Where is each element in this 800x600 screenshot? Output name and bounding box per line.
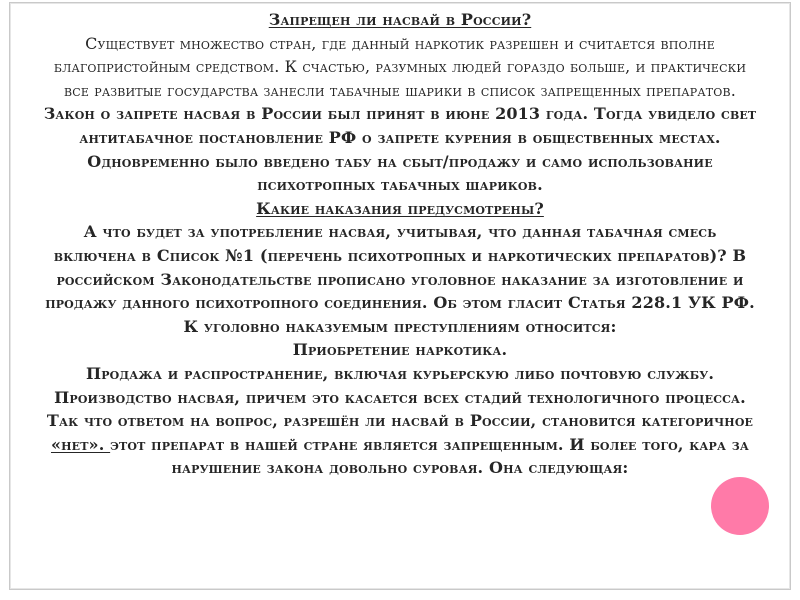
- answer-line-3: нарушение закона довольно суровая. Она следующая:: [171, 458, 629, 478]
- law-line-2: антитабачное постановление РФ о запрете курения в общественных местах.: [79, 127, 721, 147]
- law-line-4: психотропных табачных шариков.: [257, 175, 543, 195]
- punishment-line-1: А что будет за употребление насвая, учитывая, что данная табачная смесь: [83, 222, 717, 242]
- answer-line-2: [14, 433, 786, 457]
- decorative-pink-circle: [711, 477, 769, 535]
- heading-line: [14, 8, 786, 32]
- law-line-1: Закон о запрете насвая в России был принят в июне 2013 года. Тогда увидело свет: [43, 104, 757, 124]
- crime-item-1: Приобретение наркотика.: [292, 340, 508, 360]
- slide-text: [14, 8, 786, 480]
- intro-line-3: все развитые государства занесли табачные шарики в список запрещенных препаратов.: [64, 80, 736, 100]
- intro-line-2: благопристойным средством. К счастью, разумных людей гораздо больше, и практически: [53, 57, 747, 77]
- punishment-line-2: включена в Список №1 (перечень психотропных и наркотических препаратов)? В: [53, 245, 747, 265]
- crime-item-2: Продажа и распространение, включая курьерскую либо почтовую службу.: [85, 363, 715, 383]
- law-line-3: Одновременно было введено табу на сбыт/продажу и само использование: [87, 151, 713, 171]
- subheading: Какие наказания предусмотрены?: [256, 198, 544, 218]
- crime-item-3: Производство насвая, причем это касается всех стадий технологичного процесса.: [54, 387, 746, 407]
- heading: Запрещен ли насвай в России?: [268, 10, 532, 29]
- answer-no: «нет».: [50, 434, 111, 454]
- punishment-line-4: продажу данного психотропного соединения. Об этом гласит Статья 228.1 УК РФ.: [45, 293, 755, 313]
- punishment-line-3: российском Законодательстве прописано уголовное наказание за изготовление и: [56, 269, 744, 289]
- answer-line-2-rest: этот препарат в нашей стране является запрещенным. И более того, кара за: [110, 434, 749, 454]
- intro-line-1: Существует множество стран, где данный наркотик разрешен и считается вполне: [85, 33, 715, 53]
- crimes-intro: К уголовно наказуемым преступлениям относится:: [183, 316, 617, 336]
- answer-line-1: Так что ответом на вопрос, разрешён ли насвай в России, становится категоричное: [46, 411, 754, 431]
- subheading-line: [14, 197, 786, 221]
